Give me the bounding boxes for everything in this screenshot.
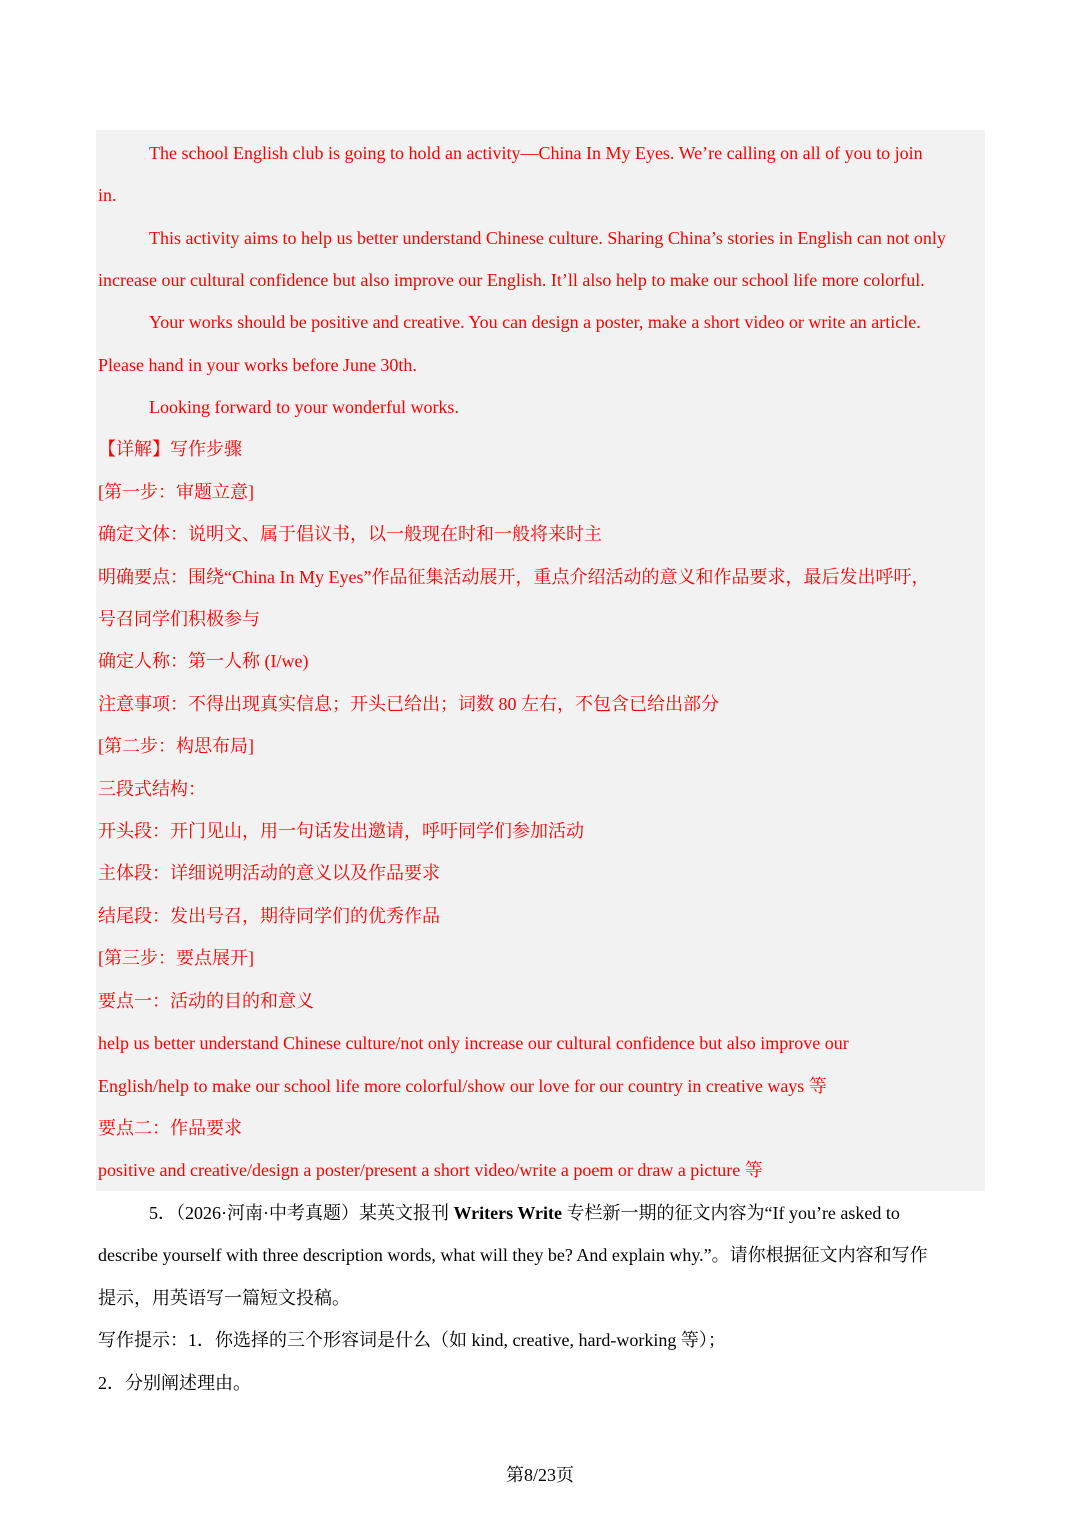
point2-line-1: positive and creative/design a poster/present a short video/write a poem or draw a picture 等 [98, 1160, 763, 1180]
question5-prefix: 5．（2026·河南·中考真题）某英文报刊 [149, 1203, 454, 1223]
column-name: Writers Write [453, 1203, 562, 1223]
key-points-line-2: 号召同学们积极参与 [98, 609, 260, 629]
point1-line-2: English/help to make our school life more colorful/show our love for our country in creative ways 等 [98, 1076, 827, 1096]
essay-paragraph-1-line-2: in. [98, 185, 117, 205]
question5-line-2: describe yourself with three description words, what will they be? And explain why.”。请你根据征文内容和写作 [98, 1245, 928, 1265]
key-points-line-1: 明确要点：围绕“China In My Eyes”作品征集活动展开，重点介绍活动的意义和作品要求，最后发出呼吁， [98, 567, 930, 587]
step1-title: [第一步：审题立意] [98, 482, 254, 502]
question5-line-3: 提示，用英语写一篇短文投稿。 [98, 1288, 350, 1308]
step3-title: [第三步：要点展开] [98, 948, 254, 968]
essay-paragraph-2-line-2: increase our cultural confidence but also improve our English. It’ll also help to make our school life more colorful. [98, 270, 925, 290]
writing-hint-2: 2．分别阐述理由。 [98, 1373, 251, 1393]
person-line: 确定人称：第一人称 (I/we) [98, 651, 309, 671]
structure-title: 三段式结构： [98, 779, 206, 799]
notes-line: 注意事项：不得出现真实信息；开头已给出；词数 80 左右，不包含已给出部分 [98, 694, 719, 714]
essay-paragraph-3-line-1: Your works should be positive and creative. You can design a poster, make a short video or write an article. [149, 312, 921, 332]
opening-paragraph-line: 开头段：开门见山，用一句话发出邀请，呼吁同学们参加活动 [98, 821, 584, 841]
point1-line-1: help us better understand Chinese culture/not only increase our cultural confidence but also improve our [98, 1033, 849, 1053]
body-paragraph-line: 主体段：详细说明活动的意义以及作品要求 [98, 863, 440, 883]
question5-suffix: 专栏新一期的征文内容为“If you’re asked to [561, 1203, 900, 1223]
analysis-heading: 【详解】写作步骤 [98, 439, 242, 459]
essay-paragraph-2-line-1: This activity aims to help us better understand Chinese culture. Sharing China’s stories in English can not only [149, 228, 946, 248]
essay-paragraph-1-line-1: The school English club is going to hold an activity—China In My Eyes. We’re calling on all of you to join [149, 143, 923, 163]
point1-title: 要点一：活动的目的和意义 [98, 991, 314, 1011]
ending-paragraph-line: 结尾段：发出号召，期待同学们的优秀作品 [98, 906, 440, 926]
writing-hint-1: 写作提示：1．你选择的三个形容词是什么（如 kind, creative, hard-working 等）； [98, 1330, 726, 1350]
question5-line-1 [149, 1201, 900, 1225]
essay-paragraph-4-line-1: Looking forward to your wonderful works. [149, 397, 459, 417]
page-number: 第8/23页 [505, 1465, 574, 1485]
genre-line: 确定文体：说明文、属于倡议书，以一般现在时和一般将来时主 [98, 524, 602, 544]
point2-title: 要点二：作品要求 [98, 1118, 242, 1138]
step2-title: [第二步：构思布局] [98, 736, 254, 756]
essay-paragraph-3-line-2: Please hand in your works before June 30th. [98, 355, 417, 375]
